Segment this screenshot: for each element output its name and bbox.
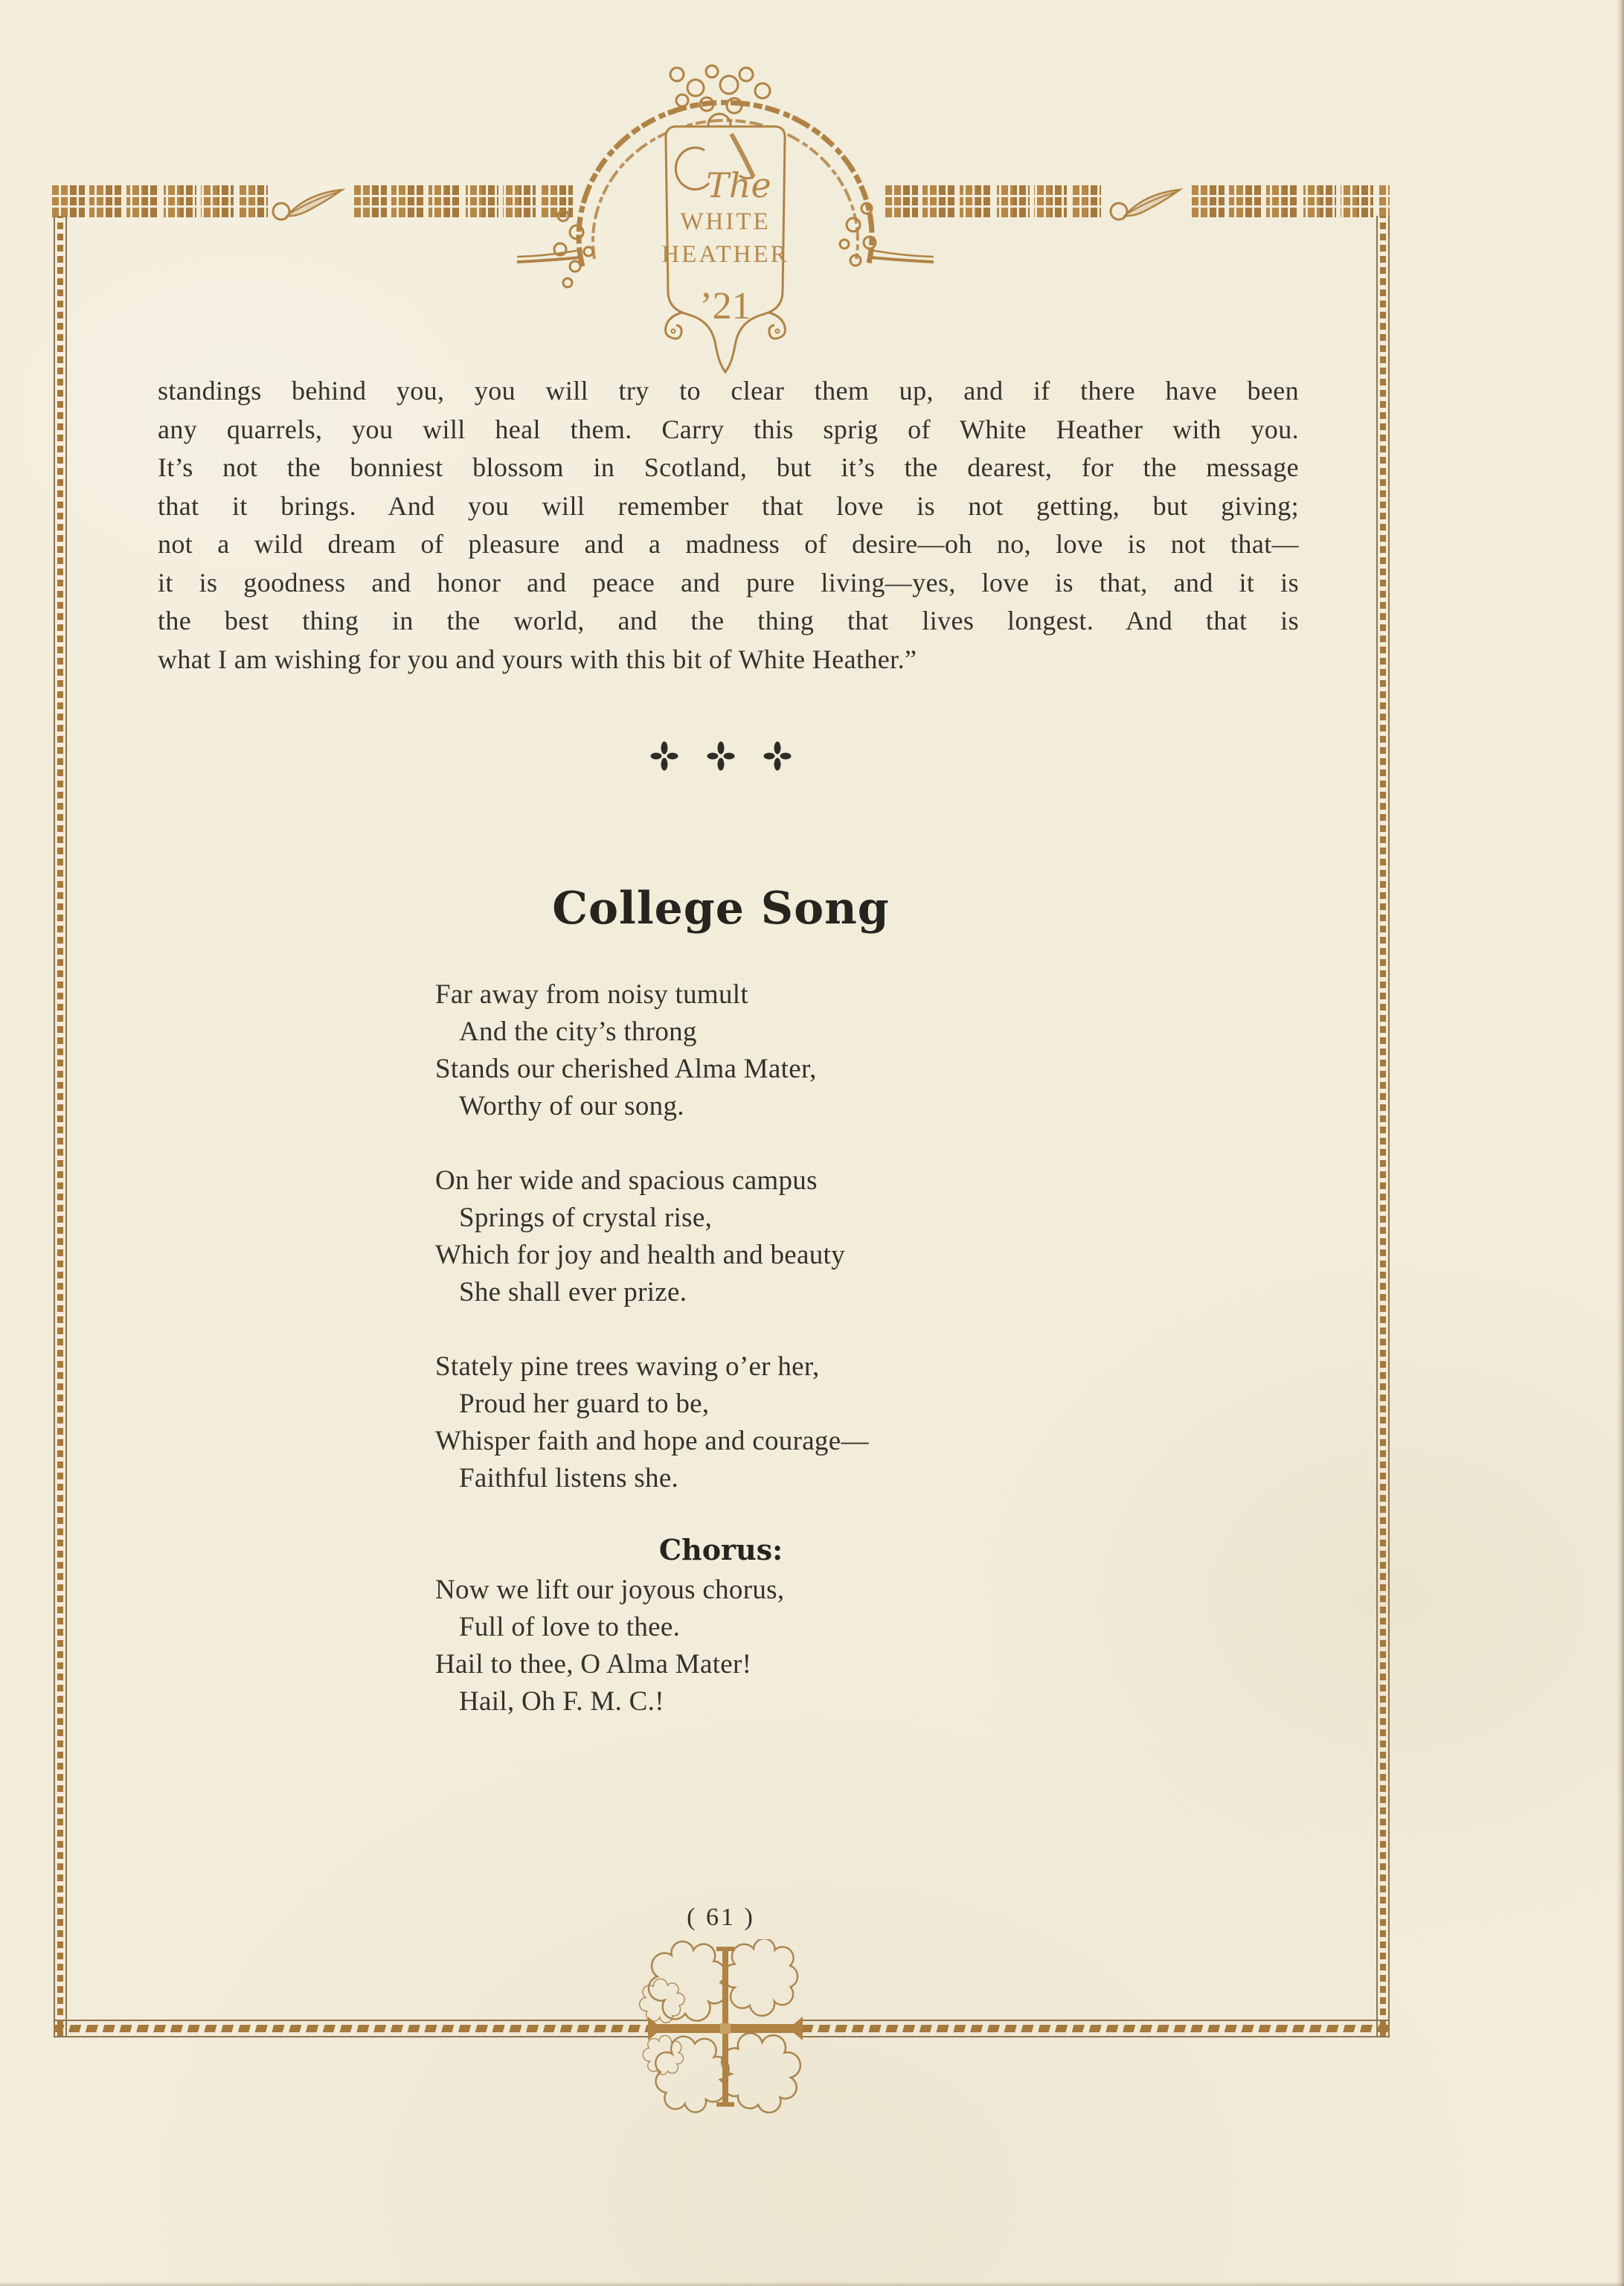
scan-edge-shadow [1617, 0, 1624, 2286]
masthead-title-the: The [706, 165, 771, 205]
verse-line: And the city’s throng [459, 1016, 697, 1047]
verse-line: Whisper faith and hope and courage— [435, 1426, 869, 1456]
verse-line: Stands our cherished Alma Mater, [435, 1054, 817, 1084]
paragraph-line: any quarrels, you will heal them. Carry this sprig of White Heather with you. [158, 414, 1299, 444]
masthead-year: ’21 [699, 285, 751, 327]
paragraph-line: what I am wishing for you and yours with this bit of White Heather.” [158, 644, 917, 674]
verse-line: Which for joy and health and beauty [435, 1240, 845, 1270]
verse-line: On her wide and spacious campus [435, 1165, 818, 1196]
top-border-band-segment [52, 185, 268, 217]
verse-2 [435, 1162, 845, 1311]
song-title: College Song [552, 883, 890, 935]
paragraph-line: It’s not the bonniest blossom in Scotland, but it’s the dearest, for the message [158, 452, 1299, 482]
balloon-cross-icon [650, 741, 678, 771]
chorus-label: Chorus: [658, 1533, 783, 1566]
verse-line: Proud her guard to be, [459, 1389, 710, 1419]
chorus-line: Full of love to thee. [459, 1612, 681, 1642]
balloon-cross-icon [763, 741, 792, 771]
page-number: ( 61 ) [687, 1904, 755, 1931]
chorus-line: Hail, Oh F. M. C.! [459, 1686, 664, 1717]
bottom-page-border [54, 2020, 648, 2037]
verse-line: Springs of crystal rise, [459, 1203, 713, 1233]
verse-line: Far away from noisy tumult [435, 979, 748, 1010]
paragraph-line: not a wild dream of pleasure and a madness of desire—oh no, love is not that— [158, 529, 1299, 559]
right-page-border [1376, 216, 1390, 2037]
masthead-title-heather: HEATHER [661, 241, 789, 268]
thistle-leaf-ornament-icon [1107, 186, 1187, 228]
verse-3 [435, 1348, 869, 1497]
paragraph-line: that it brings. And you will remember that love is not getting, but giving; [158, 490, 1299, 521]
verse-line: Worthy of our song. [459, 1091, 684, 1121]
body-paragraph [158, 372, 1299, 679]
balloon-cross-icon [707, 741, 735, 771]
chorus [435, 1572, 784, 1720]
paragraph-line: the best thing in the world, and the thing that lives longest. And that is [158, 606, 1299, 635]
scan-edge-shadow [0, 2282, 1624, 2286]
top-border-band-segment [1192, 185, 1390, 217]
verse-line: Stately pine trees waving o’er her, [435, 1351, 820, 1382]
chorus-line: Hail to thee, O Alma Mater! [435, 1649, 752, 1680]
verse-line: Faithful listens she. [459, 1463, 679, 1493]
paragraph-line: standings behind you, you will try to clear them up, and if there have been [158, 376, 1299, 406]
masthead-wreath-cartouche [517, 30, 934, 380]
chorus-line: Now we lift our joyous chorus, [435, 1575, 785, 1605]
thistle-leaf-ornament-icon [269, 186, 350, 228]
verse-line: She shall ever prize. [459, 1277, 687, 1307]
masthead-cartouche [661, 127, 789, 372]
section-divider [52, 741, 1390, 771]
left-page-border [54, 216, 67, 2037]
bottom-page-border [803, 2020, 1390, 2037]
masthead-title-white: WHITE [680, 208, 771, 235]
bottom-cross-flower-ornament-icon [614, 1939, 837, 2113]
verse-1 [435, 976, 817, 1125]
paragraph-line: it is goodness and honor and peace and pure living—yes, love is that, and it is [158, 567, 1299, 598]
